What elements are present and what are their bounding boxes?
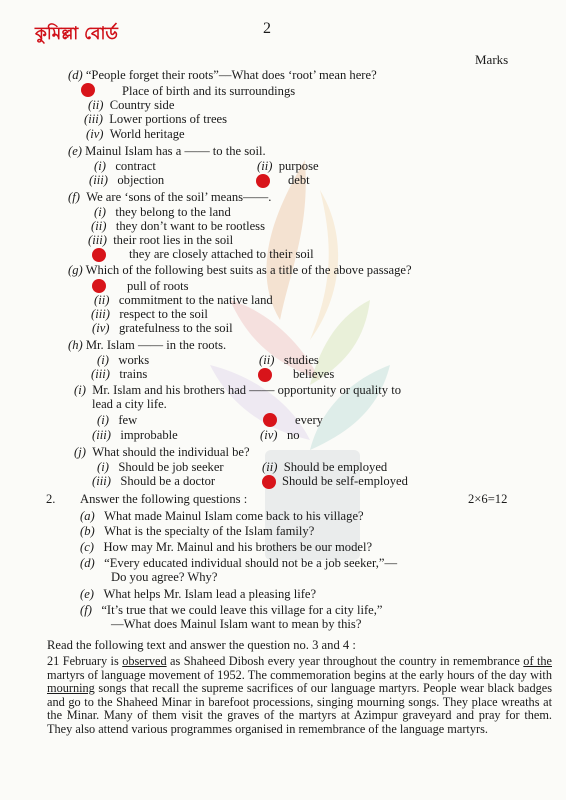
option-text: Should be employed — [283, 460, 388, 474]
q1i-option: every — [295, 413, 323, 427]
option-text: purpose — [278, 159, 319, 173]
q1e-option — [94, 159, 156, 173]
q2-item — [80, 556, 397, 570]
q1i-option — [97, 413, 137, 427]
option-number: (iii) — [84, 112, 103, 126]
item-number: (f) — [80, 603, 92, 617]
item-text: “Every educated individual should not be a job seeker,”— — [104, 556, 398, 570]
q1h-option — [97, 353, 149, 367]
option-number: (i) — [97, 353, 109, 367]
q1f-label: (f) — [68, 190, 80, 204]
q1j-option — [92, 474, 215, 488]
option-number: (ii) — [91, 219, 107, 233]
q1j-option: Should be self-employed — [282, 474, 408, 488]
q1d-label: (d) — [68, 68, 83, 82]
option-number: (iii) — [91, 367, 110, 381]
option-text: objection — [117, 173, 165, 187]
option-number: (i) — [94, 159, 106, 173]
item-number: (b) — [80, 524, 95, 538]
option-text: World heritage — [109, 127, 185, 141]
q1e-option: debt — [288, 173, 310, 187]
q1g-option: pull of roots — [127, 279, 189, 293]
q1f-text: We are ‘sons of the soil’ means——. — [86, 190, 272, 204]
q1h-option: believes — [293, 367, 335, 381]
passage-text — [47, 655, 552, 737]
passage-part: songs that recall the supreme sacrifices of our language martyrs. People wear black badges and go to the Shaheed Minar in barefoot processions, singing mourning songs. They place wreaths at the Minar. Many of them visit the graves of the martyrs at Azimpur graveyard and pray for them. They also attend various programmes organised in remembrance of the language martyrs. — [47, 681, 552, 736]
q1j-label: (j) — [74, 445, 86, 459]
q1g-text: Which of the following best suits as a title of the above passage? — [85, 263, 412, 277]
q2-item — [80, 540, 372, 554]
q2-item-cont: Do you agree? Why? — [111, 570, 218, 584]
item-text: How may Mr. Mainul and his brothers be our model? — [103, 540, 373, 554]
q1g-option — [91, 307, 208, 321]
q1e-option — [257, 159, 319, 173]
q1h-option — [91, 367, 147, 381]
item-number: (c) — [80, 540, 94, 554]
underlined-word: mourning — [47, 681, 95, 696]
option-text: Country side — [109, 98, 175, 112]
answer-mark — [256, 174, 270, 188]
option-text: contract — [115, 159, 156, 173]
option-text: they belong to the land — [115, 205, 231, 219]
option-text: few — [118, 413, 138, 427]
q2-item — [80, 587, 316, 601]
option-number: (i) — [97, 413, 109, 427]
option-number: (iv) — [86, 127, 104, 141]
q1g-option — [94, 293, 273, 307]
q1j-stem — [74, 445, 250, 459]
option-text: Should be job seeker — [118, 460, 224, 474]
q1e-option — [89, 173, 164, 187]
option-number: (ii) — [262, 460, 278, 474]
q2-item-cont: —What does Mainul Islam want to mean by this? — [111, 617, 362, 631]
option-number: (i) — [97, 460, 109, 474]
marks-heading: Marks — [475, 52, 509, 67]
page-number: 2 — [263, 20, 271, 37]
q1j-option — [97, 460, 224, 474]
q1h-stem — [68, 338, 226, 352]
q1i-label: (i) — [74, 383, 86, 397]
q2-marks: 2×6=12 — [468, 492, 508, 506]
option-text: Lower portions of trees — [109, 112, 228, 126]
q1j-text: What should the individual be? — [92, 445, 250, 459]
read-instruction: Read the following text and answer the question no. 3 and 4 : — [47, 638, 356, 652]
option-number: (iv) — [260, 428, 278, 442]
answer-mark — [258, 368, 272, 382]
option-number: (iii) — [88, 233, 107, 247]
q1d-option — [84, 112, 227, 126]
option-text: works — [118, 353, 150, 367]
q1g-label: (g) — [68, 263, 83, 277]
q1d-option: Place of birth and its surroundings — [122, 84, 296, 98]
q1e-stem — [68, 144, 266, 158]
q1h-text: Mr. Islam —— in the roots. — [85, 338, 227, 352]
q1j-option — [262, 460, 387, 474]
q1f-stem — [68, 190, 271, 204]
q1e-text: Mainul Islam has a —— to the soil. — [85, 144, 266, 158]
q2-number: 2. — [46, 492, 56, 506]
q1g-stem — [68, 263, 412, 277]
q1f-option: they are closely attached to their soil — [129, 247, 314, 261]
answer-mark — [92, 248, 106, 262]
q2-item — [80, 509, 364, 523]
option-text: trains — [119, 367, 148, 381]
q1f-option — [91, 219, 265, 233]
q1i-option — [260, 428, 300, 442]
option-text: gratefulness to the soil — [118, 321, 233, 335]
q1i-text: Mr. Islam and his brothers had —— opportunity or quality to — [92, 383, 402, 397]
item-number: (e) — [80, 587, 94, 601]
q1i-option — [92, 428, 178, 442]
option-text: no — [286, 428, 300, 442]
option-text: respect to the soil — [119, 307, 208, 321]
board-name: কুমিল্লা বোর্ড — [35, 24, 118, 44]
option-number: (iii) — [92, 428, 111, 442]
option-text: they don’t want to be rootless — [115, 219, 265, 233]
option-number: (ii) — [88, 98, 104, 112]
passage-part: martyrs of language movement of 1952. The commemoration begins at the early hours of the day with — [47, 667, 552, 682]
item-number: (a) — [80, 509, 95, 523]
q1d-text: “People forget their roots”––What does ‘root’ mean here? — [85, 68, 377, 82]
q2-item — [80, 524, 314, 538]
item-text: What made Mainul Islam come back to his village? — [104, 509, 364, 523]
q1h-option — [259, 353, 319, 367]
option-number: (i) — [94, 205, 106, 219]
answer-mark — [92, 279, 106, 293]
option-text: improbable — [120, 428, 178, 442]
answer-mark — [81, 83, 95, 97]
q1g-option — [92, 321, 233, 335]
option-number: (ii) — [94, 293, 110, 307]
underlined-word: observed — [122, 654, 167, 668]
item-text: “It’s true that we could leave this village for a city life,” — [101, 603, 383, 617]
q1f-option — [94, 205, 231, 219]
answer-mark — [263, 413, 277, 427]
option-text: Should be a doctor — [120, 474, 216, 488]
q1i-stem-cont: lead a city life. — [92, 397, 167, 411]
item-text: What helps Mr. Islam lead a pleasing life? — [103, 587, 317, 601]
q1d-option — [88, 98, 174, 112]
option-number: (iii) — [92, 474, 111, 488]
answer-mark — [262, 475, 276, 489]
option-text: their root lies in the soil — [113, 233, 234, 247]
item-number: (d) — [80, 556, 95, 570]
option-number: (ii) — [257, 159, 273, 173]
q1f-option — [88, 233, 233, 247]
passage-part: 21 February is — [47, 654, 123, 668]
option-text: commitment to the native land — [118, 293, 273, 307]
underlined-word: of the — [523, 654, 552, 668]
option-text: studies — [283, 353, 319, 367]
item-text: What is the specialty of the Islam family? — [104, 524, 315, 538]
q1e-label: (e) — [68, 144, 82, 158]
q1h-label: (h) — [68, 338, 83, 352]
option-number: (iii) — [89, 173, 108, 187]
passage-part: as Shaheed Dibosh every year throughout the country in remembrance — [166, 654, 524, 668]
q1i-stem — [74, 383, 401, 397]
q2-title: Answer the following questions : — [80, 492, 248, 506]
q1d-option — [86, 127, 185, 141]
q1d-stem — [68, 68, 377, 82]
option-number: (iii) — [91, 307, 110, 321]
option-number: (ii) — [259, 353, 275, 367]
q2-item — [80, 603, 383, 617]
option-number: (iv) — [92, 321, 110, 335]
